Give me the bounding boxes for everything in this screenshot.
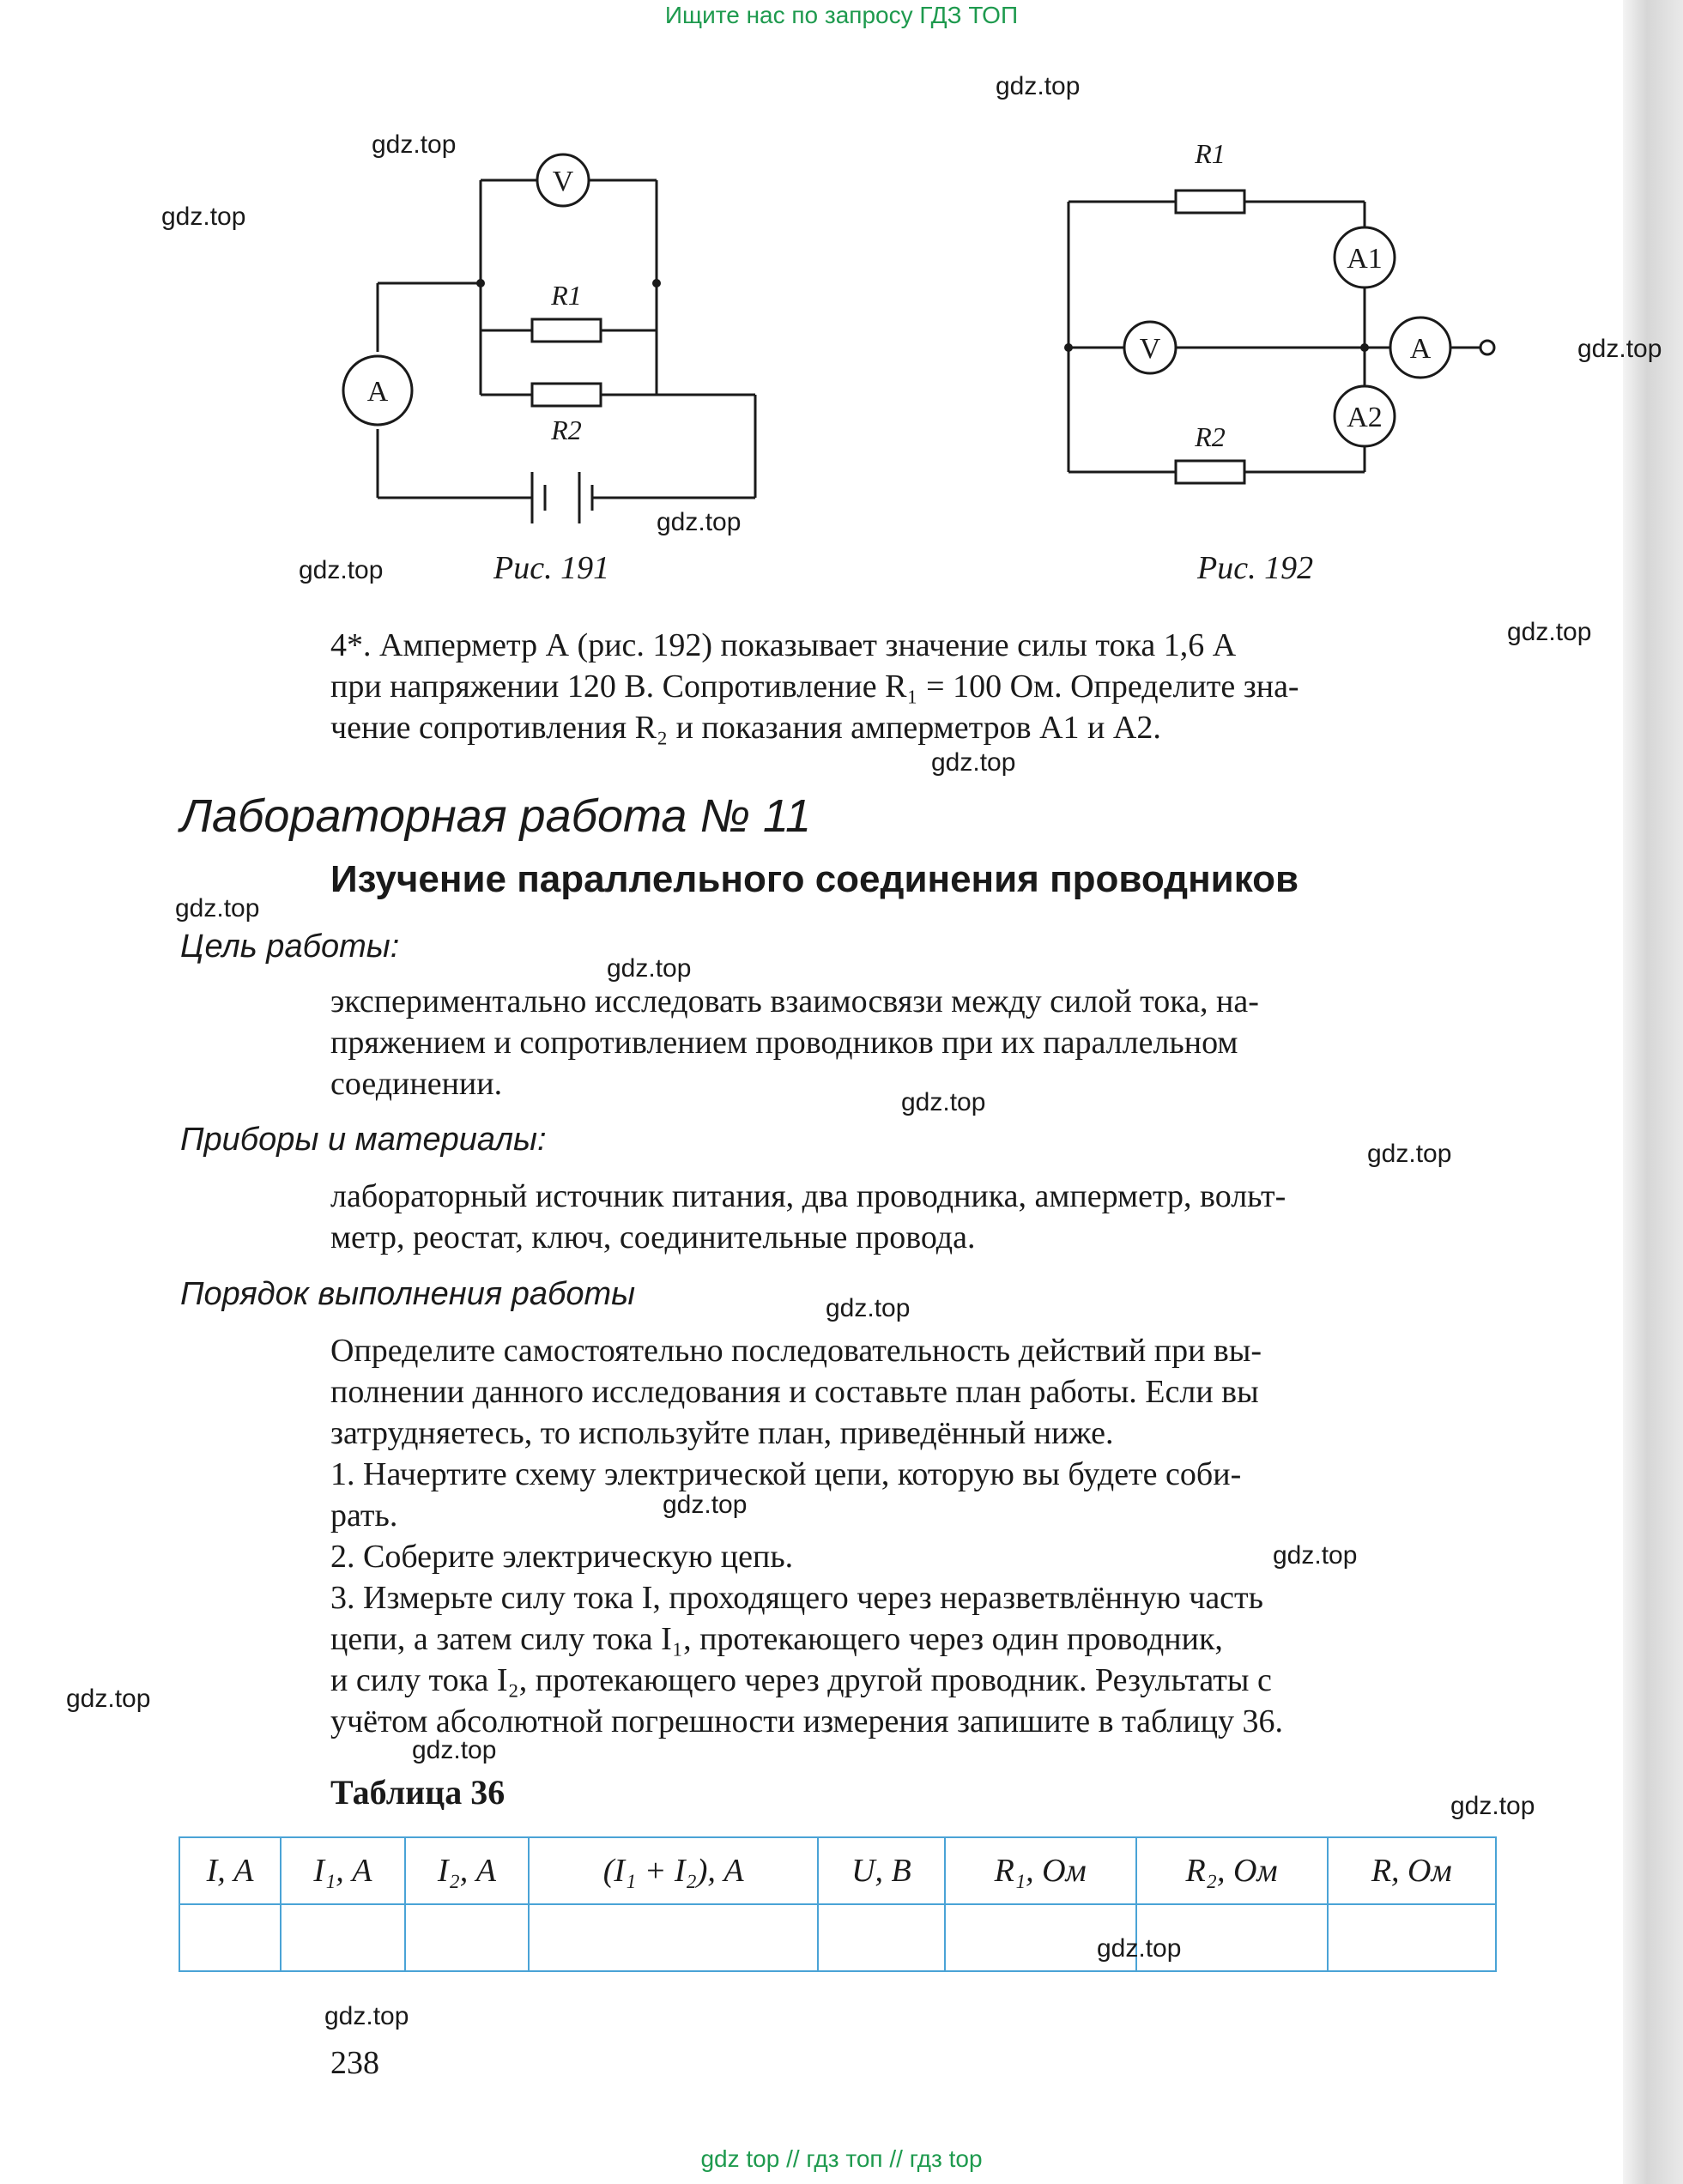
table-caption: Таблица 36 <box>330 1773 506 1812</box>
procedure-line: затрудняетесь, то используйте план, приведённый ниже. <box>330 1415 1114 1451</box>
bottom-banner[interactable]: gdz top // гдз топ // гдз top <box>700 2145 983 2172</box>
goal-heading: Цель работы: <box>180 929 400 965</box>
table-cell <box>179 1904 281 1971</box>
fig191-r2-label: R2 <box>551 414 582 445</box>
procedure-line: Определите самостоятельно последовательность действий при вы- <box>330 1333 1262 1369</box>
watermark: gdz.top <box>299 556 384 584</box>
table-header-cell: I₂, А <box>405 1837 530 1904</box>
watermark: gdz.top <box>663 1491 748 1519</box>
table-36 <box>179 1836 1497 1972</box>
goal-line: экспериментально исследовать взаимосвязи между силой тока, на- <box>330 983 1259 1019</box>
watermark: gdz.top <box>931 748 1016 777</box>
watermark: gdz.top <box>1273 1541 1358 1570</box>
watermark: gdz.top <box>324 2002 409 2030</box>
table-header-cell: U, В <box>818 1837 945 1904</box>
figure-191-circuit <box>326 129 824 523</box>
equipment-text <box>330 1176 1498 1258</box>
watermark: gdz.top <box>607 954 692 983</box>
task-4 <box>330 625 1498 748</box>
table-header-row <box>179 1837 1496 1904</box>
fig192-r2-label: R2 <box>1195 421 1226 452</box>
procedure-heading: Порядок выполнения работы <box>180 1276 636 1312</box>
fig191-voltmeter-label: V <box>552 166 574 197</box>
fig192-r1-label: R1 <box>1195 138 1226 169</box>
watermark: gdz.top <box>372 130 457 159</box>
table-cell <box>281 1904 405 1971</box>
procedure-line: цепи, а затем силу тока I₁, протекающего через один проводник, <box>330 1621 1223 1657</box>
watermark: gdz.top <box>412 1736 497 1764</box>
fig192-ammeter-label: A <box>1409 333 1432 365</box>
watermark: gdz.top <box>1097 1934 1182 1963</box>
figure-192-circuit <box>1047 129 1519 523</box>
table-header-cell: I₁, А <box>281 1837 405 1904</box>
watermark: gdz.top <box>996 72 1081 100</box>
table-header-cell: (I₁ + I₂), А <box>529 1837 818 1904</box>
task-line: при напряжении 120 В. Сопротивление R₁ = 100 Ом. Определите зна- <box>330 669 1299 705</box>
task-line: чение сопротивления R₂ и показания амперметров А1 и А2. <box>330 710 1161 746</box>
table-header-cell: R, Ом <box>1328 1837 1496 1904</box>
fig192-a2-label: A2 <box>1347 402 1383 433</box>
procedure-line: 3. Измерьте силу тока I, проходящего через неразветвлённую часть <box>330 1580 1263 1616</box>
equipment-line: лабораторный источник питания, два проводника, амперметр, вольт- <box>330 1178 1286 1214</box>
task-line: 4*. Амперметр А (рис. 192) показывает значение силы тока 1,6 А <box>330 627 1237 663</box>
table-row <box>179 1904 1496 1971</box>
watermark: gdz.top <box>161 203 246 231</box>
watermark: gdz.top <box>826 1294 911 1322</box>
procedure-line: 2. Соберите электрическую цепь. <box>330 1539 794 1575</box>
procedure-line: рать. <box>330 1497 398 1534</box>
fig191-caption: Рис. 191 <box>493 550 610 586</box>
fig192-caption: Рис. 192 <box>1197 550 1314 586</box>
watermark: gdz.top <box>1450 1792 1535 1820</box>
lab-subtitle: Изучение параллельного соединения проводников <box>330 858 1299 900</box>
fig191-r1-label: R1 <box>551 280 582 311</box>
top-banner[interactable]: Ищите нас по запросу ГДЗ ТОП <box>664 2 1019 28</box>
fig192-voltmeter-label: V <box>1139 333 1161 365</box>
table-cell <box>405 1904 530 1971</box>
watermark: gdz.top <box>175 894 260 923</box>
watermark: gdz.top <box>1507 618 1592 646</box>
equipment-heading: Приборы и материалы: <box>180 1122 547 1158</box>
table-header-cell: R₂, Ом <box>1136 1837 1328 1904</box>
page-edge-shadow <box>1623 0 1683 2184</box>
table-cell <box>818 1904 945 1971</box>
fig192-a1-label: A1 <box>1347 243 1383 275</box>
procedure-line: и силу тока I₂, протекающего через другой проводник. Результаты с <box>330 1662 1272 1698</box>
procedure-line: полнении данного исследования и составьте план работы. Если вы <box>330 1374 1259 1410</box>
fig191-ammeter-label: A <box>366 376 389 408</box>
procedure-line: учётом абсолютной погрешности измерения запишите в таблицу 36. <box>330 1703 1283 1739</box>
table-header-cell: I, А <box>179 1837 281 1904</box>
goal-line: соединении. <box>330 1066 503 1102</box>
watermark: gdz.top <box>66 1685 151 1713</box>
watermark: gdz.top <box>657 508 742 536</box>
watermark: gdz.top <box>1577 335 1662 363</box>
page-number: 238 <box>330 2045 379 2081</box>
watermark: gdz.top <box>901 1088 986 1116</box>
procedure-line: 1. Начертите схему электрической цепи, которую вы будете соби- <box>330 1456 1242 1492</box>
goal-line: пряжением и сопротивлением проводников при их параллельном <box>330 1025 1238 1061</box>
goal-text <box>330 981 1498 1104</box>
table-header-cell: R₁, Ом <box>945 1837 1136 1904</box>
procedure-text <box>330 1330 1498 1742</box>
table-cell <box>1328 1904 1496 1971</box>
equipment-line: метр, реостат, ключ, соединительные провода. <box>330 1219 976 1255</box>
lab-title: Лабораторная работа № 11 <box>180 790 811 842</box>
watermark: gdz.top <box>1367 1140 1452 1168</box>
table-cell <box>529 1904 818 1971</box>
